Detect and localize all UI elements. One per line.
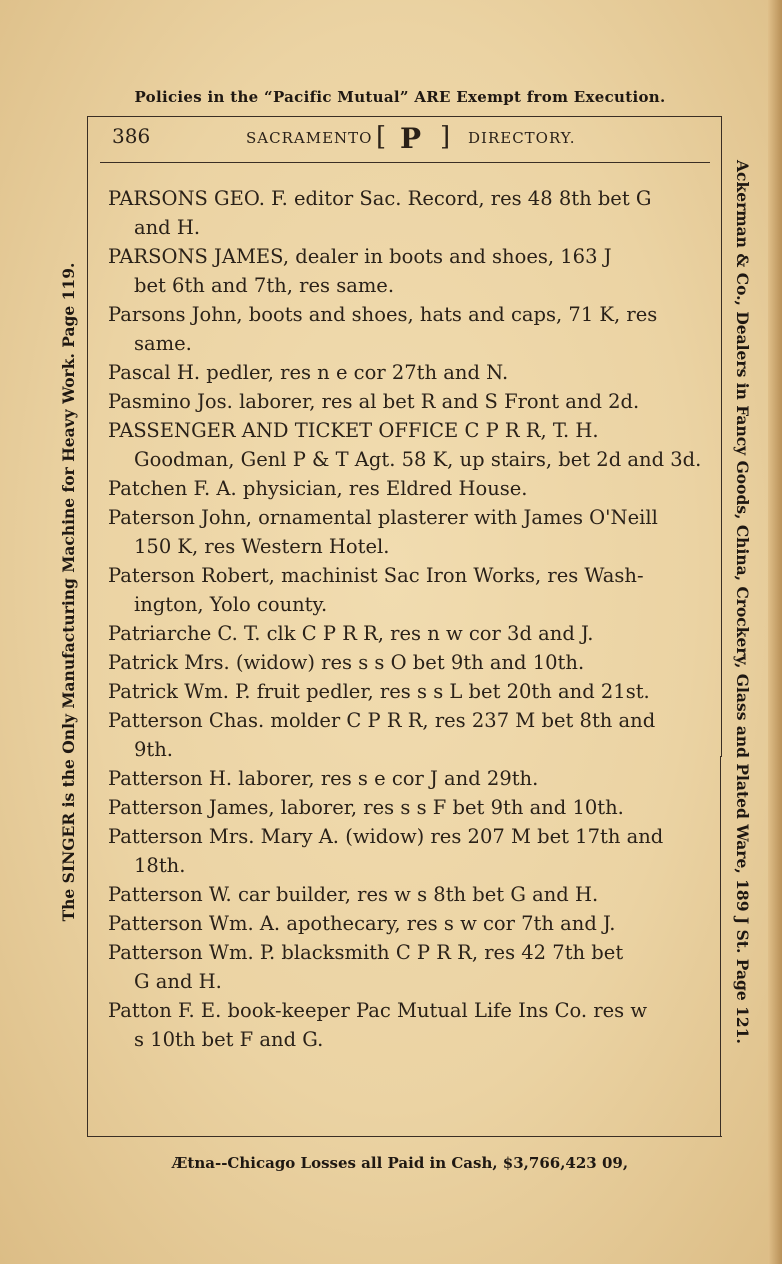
entry-text: PARSONS JAMES, dealer in boots and shoes, 163 J xyxy=(108,245,612,268)
entry-text: Patterson Chas. molder C P R R, res 237 M bet 8th and xyxy=(108,709,656,732)
entry-text: Patton F. E. book-keeper Pac Mutual Life Ins Co. res w xyxy=(108,999,648,1022)
close-bracket: ] xyxy=(440,122,451,152)
entry-continuation: Goodman, Genl P & T Agt. 58 K, up stairs, bet 2d and 3d. xyxy=(134,448,702,471)
directory-entry xyxy=(108,938,710,996)
directory-entry xyxy=(108,764,710,793)
entry-continuation: and H. xyxy=(134,216,201,239)
directory-entry xyxy=(108,619,710,648)
directory-entry xyxy=(108,416,710,474)
entry-text: Patterson Wm. A. apothecary, res s w cor 7th and J. xyxy=(108,912,616,935)
directory-entry xyxy=(108,387,710,416)
entry-continuation: 150 K, res Western Hotel. xyxy=(134,535,390,558)
directory-entry xyxy=(108,503,710,561)
directory-entries xyxy=(108,184,710,1054)
directory-entry xyxy=(108,648,710,677)
entry-text: Patriarche C. T. clk C P R R, res n w cor 3d and J. xyxy=(108,622,594,645)
page-number: 386 xyxy=(112,124,151,148)
directory-entry xyxy=(108,822,710,880)
directory-entry xyxy=(108,677,710,706)
entry-continuation: G and H. xyxy=(134,970,222,993)
directory-entry xyxy=(108,909,710,938)
entry-text: Pascal H. pedler, res n e cor 27th and N. xyxy=(108,361,509,384)
running-header xyxy=(100,118,710,163)
directory-entry xyxy=(108,474,710,503)
frame-left-line xyxy=(87,756,88,1136)
section-letter: P xyxy=(400,122,422,155)
entry-text: Paterson Robert, machinist Sac Iron Works, res Wash- xyxy=(108,564,644,587)
directory-entry xyxy=(108,300,710,358)
entry-text: PASSENGER AND TICKET OFFICE C P R R, T. H. xyxy=(108,419,599,442)
entry-continuation: ington, Yolo county. xyxy=(134,593,328,616)
directory-entry xyxy=(108,706,710,764)
directory-entry xyxy=(108,561,710,619)
book-edge xyxy=(768,0,782,1264)
bottom-advertisement-banner: Ætna--Chicago Losses all Paid in Cash, $3,766,423 09, xyxy=(171,1154,629,1172)
directory-entry xyxy=(108,358,710,387)
entry-text: Paterson John, ornamental plasterer with James O'Neill xyxy=(108,506,658,529)
entry-text: Pasmino Jos. laborer, res al bet R and S Front and 2d. xyxy=(108,390,640,413)
right-margin-advertisement: Ackerman & Co., Dealers in Fancy Goods, China, Crockery, Glass and Plated Ware, 189 J St. Page 121. xyxy=(733,160,752,1044)
directory-entry xyxy=(108,880,710,909)
entry-text: Patterson H. laborer, res s e cor J and 29th. xyxy=(108,767,539,790)
entry-text: Patterson W. car builder, res w s 8th bet G and H. xyxy=(108,883,599,906)
entry-continuation: 9th. xyxy=(134,738,173,761)
directory-entry xyxy=(108,793,710,822)
directory-entry xyxy=(108,996,710,1054)
top-advertisement-banner: Policies in the “Pacific Mutual” ARE Exempt from Execution. xyxy=(134,88,666,106)
directory-heading: DIRECTORY. xyxy=(468,129,576,147)
entry-text: Patterson James, laborer, res s s F bet 9th and 10th. xyxy=(108,796,624,819)
entry-text: Patterson Mrs. Mary A. (widow) res 207 M bet 17th and xyxy=(108,825,664,848)
entry-continuation: s 10th bet F and G. xyxy=(134,1028,324,1051)
open-bracket: [ xyxy=(376,122,387,152)
left-margin-advertisement: The SINGER is the Only Manufacturing Machine for Heavy Work. Page 119. xyxy=(59,262,78,922)
entry-continuation: bet 6th and 7th, res same. xyxy=(134,274,395,297)
entry-text: Parsons John, boots and shoes, hats and caps, 71 K, res xyxy=(108,303,658,326)
entry-text: Patrick Wm. P. fruit pedler, res s s L bet 20th and 21st. xyxy=(108,680,650,703)
frame-right-line xyxy=(720,756,721,1136)
directory-entry xyxy=(108,184,710,242)
directory-entry xyxy=(108,242,710,300)
entry-continuation: 18th. xyxy=(134,854,186,877)
entry-text: Patrick Mrs. (widow) res s s O bet 9th and 10th. xyxy=(108,651,585,674)
entry-text: Patchen F. A. physician, res Eldred House. xyxy=(108,477,528,500)
entry-continuation: same. xyxy=(134,332,192,355)
city-heading: SACRAMENTO xyxy=(246,129,373,147)
frame-bottom-rule xyxy=(87,1136,722,1137)
entry-text: Patterson Wm. P. blacksmith C P R R, res 42 7th bet xyxy=(108,941,624,964)
entry-text: PARSONS GEO. F. editor Sac. Record, res 48 8th bet G xyxy=(108,187,652,210)
